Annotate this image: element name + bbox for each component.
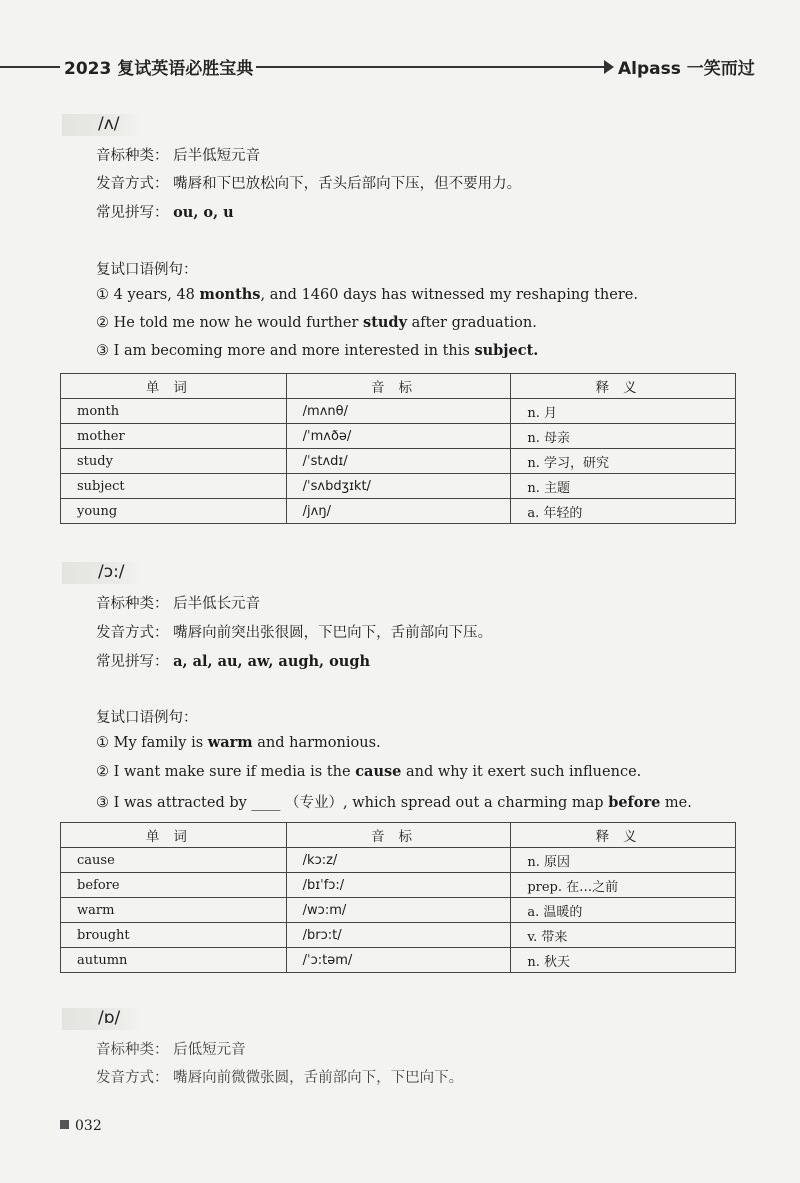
example-sentence [96,314,537,331]
table-header-row [61,374,736,399]
meaning-cell: v. 带来 [511,923,736,948]
label: 音标种类： [96,148,169,164]
value: 后半低长元音 [173,596,261,612]
meaning-cell: a. 温暖的 [511,898,736,923]
phonetic-type [96,1038,246,1059]
pronunciation-method [96,172,521,193]
meaning-cell: n. 主题 [511,474,736,499]
meaning-cell: n. 母亲 [511,424,736,449]
text: He told me now he would further [109,315,364,331]
phonetic-cell: /kɔ:z/ [286,848,511,873]
example-sentence [96,791,692,812]
table-row [61,499,736,524]
value: 嘴唇向前微微张圆，舌前部向下，下巴向下。 [173,1070,464,1086]
text: I want make sure if media is the [109,764,356,780]
common-spelling [96,650,370,671]
number: ③ [96,343,109,359]
page-header [0,52,800,82]
square-bullet-icon [60,1120,69,1129]
meaning-cell: a. 年轻的 [511,499,736,524]
table-row [61,898,736,923]
phonetic-cell: /wɔ:m/ [286,898,511,923]
header-rule-left [0,66,60,68]
table-row [61,848,736,873]
word-cell: brought [61,923,287,948]
keyword: before [608,794,661,811]
value: 后低短元音 [173,1042,246,1058]
word-cell: month [61,399,287,424]
text: 4 years, 48 [109,287,200,303]
meaning-cell: n. 学习，研究 [511,449,736,474]
word-cell: mother [61,424,287,449]
phonetic-cell: /ˈmʌðə/ [286,424,511,449]
word-cell: autumn [61,948,287,973]
word-cell: young [61,499,287,524]
word-cell: warm [61,898,287,923]
text: me. [660,795,692,811]
header-word: 单词 [61,823,287,848]
table-row [61,948,736,973]
value: 后半低短元音 [173,148,261,164]
number: ② [96,764,109,780]
number: ① [96,735,109,751]
number: ① [96,287,109,303]
example-sentence [96,286,638,303]
number: ② [96,315,109,331]
label: 常见拼写： [96,205,169,221]
keyword: study [363,314,407,331]
phonetic-cell: /ˈsʌbdʒɪkt/ [286,474,511,499]
phonetic-heading [62,562,142,584]
text: , and 1460 days has witnessed my reshaping there. [260,287,638,303]
pronunciation-method [96,1066,463,1087]
word-cell: subject [61,474,287,499]
label: 音标种类： [96,596,169,612]
value: 嘴唇向前突出张很圆，下巴向下，舌前部向下压。 [173,625,493,641]
value: a, al, au, aw, augh, ough [173,653,371,670]
word-cell: cause [61,848,287,873]
phonetic-symbol: /ɔ:/ [98,562,125,582]
word-cell: study [61,449,287,474]
header-arrow-icon [604,60,614,74]
keyword: warm [207,734,253,751]
phonetic-type [96,592,260,613]
phonetic-cell: /ˈstʌdɪ/ [286,449,511,474]
text: I was attracted by ____ （专业）, which spread out a charming map [109,795,609,811]
vocab-table [60,373,736,524]
table-row [61,449,736,474]
example-sentence [96,342,538,359]
phonetic-heading [62,1008,142,1030]
keyword: subject. [474,342,539,359]
value: 嘴唇和下巴放松向下，舌头后部向下压，但不要用力。 [173,176,522,192]
table-row [61,873,736,898]
common-spelling [96,201,234,222]
header-rule-middle [256,66,608,68]
page-number [60,1118,102,1134]
keyword: months [199,286,261,303]
header-meaning: 释义 [511,823,736,848]
text: My family is [109,735,208,751]
number: ③ [96,795,109,811]
table-header-row [61,823,736,848]
phonetic-cell: /bɪˈfɔ:/ [286,873,511,898]
label: 发音方式： [96,176,169,192]
header-meaning: 释义 [511,374,736,399]
example-sentence [96,763,641,780]
text: after graduation. [407,315,537,331]
table-row [61,399,736,424]
meaning-cell: n. 月 [511,399,736,424]
phonetic-cell: /brɔ:t/ [286,923,511,948]
table-row [61,474,736,499]
brand-logo: Alpass 一笑而过 [618,59,755,79]
vocab-table [60,822,736,973]
label: 发音方式： [96,1070,169,1086]
label: 音标种类： [96,1042,169,1058]
page-number-text: 032 [75,1118,102,1134]
meaning-cell: n. 秋天 [511,948,736,973]
header-phonetic: 音标 [286,823,511,848]
phonetic-cell: /mʌnθ/ [286,399,511,424]
book-title: 2023 复试英语必胜宝典 [64,59,254,79]
meaning-cell: prep. 在…之前 [511,873,736,898]
text: I am becoming more and more interested in this [109,343,475,359]
phonetic-symbol: /ʌ/ [98,114,120,134]
text: and harmonious. [252,735,381,751]
phonetic-cell: /ˈɔ:təm/ [286,948,511,973]
value: ou, o, u [173,204,234,221]
examples-heading: 复试口语例句： [96,710,198,726]
phonetic-heading [62,114,142,136]
meaning-cell: n. 原因 [511,848,736,873]
label: 常见拼写： [96,654,169,670]
table-row [61,424,736,449]
pronunciation-method [96,621,492,642]
label: 发音方式： [96,625,169,641]
examples-heading: 复试口语例句： [96,262,198,278]
word-cell: before [61,873,287,898]
phonetic-symbol: /ɒ/ [98,1008,121,1028]
header-phonetic: 音标 [286,374,511,399]
example-sentence [96,734,381,751]
keyword: cause [355,763,402,780]
phonetic-type [96,144,260,165]
phonetic-cell: /jʌŋ/ [286,499,511,524]
text: and why it exert such influence. [401,764,642,780]
header-word: 单词 [61,374,287,399]
table-row [61,923,736,948]
